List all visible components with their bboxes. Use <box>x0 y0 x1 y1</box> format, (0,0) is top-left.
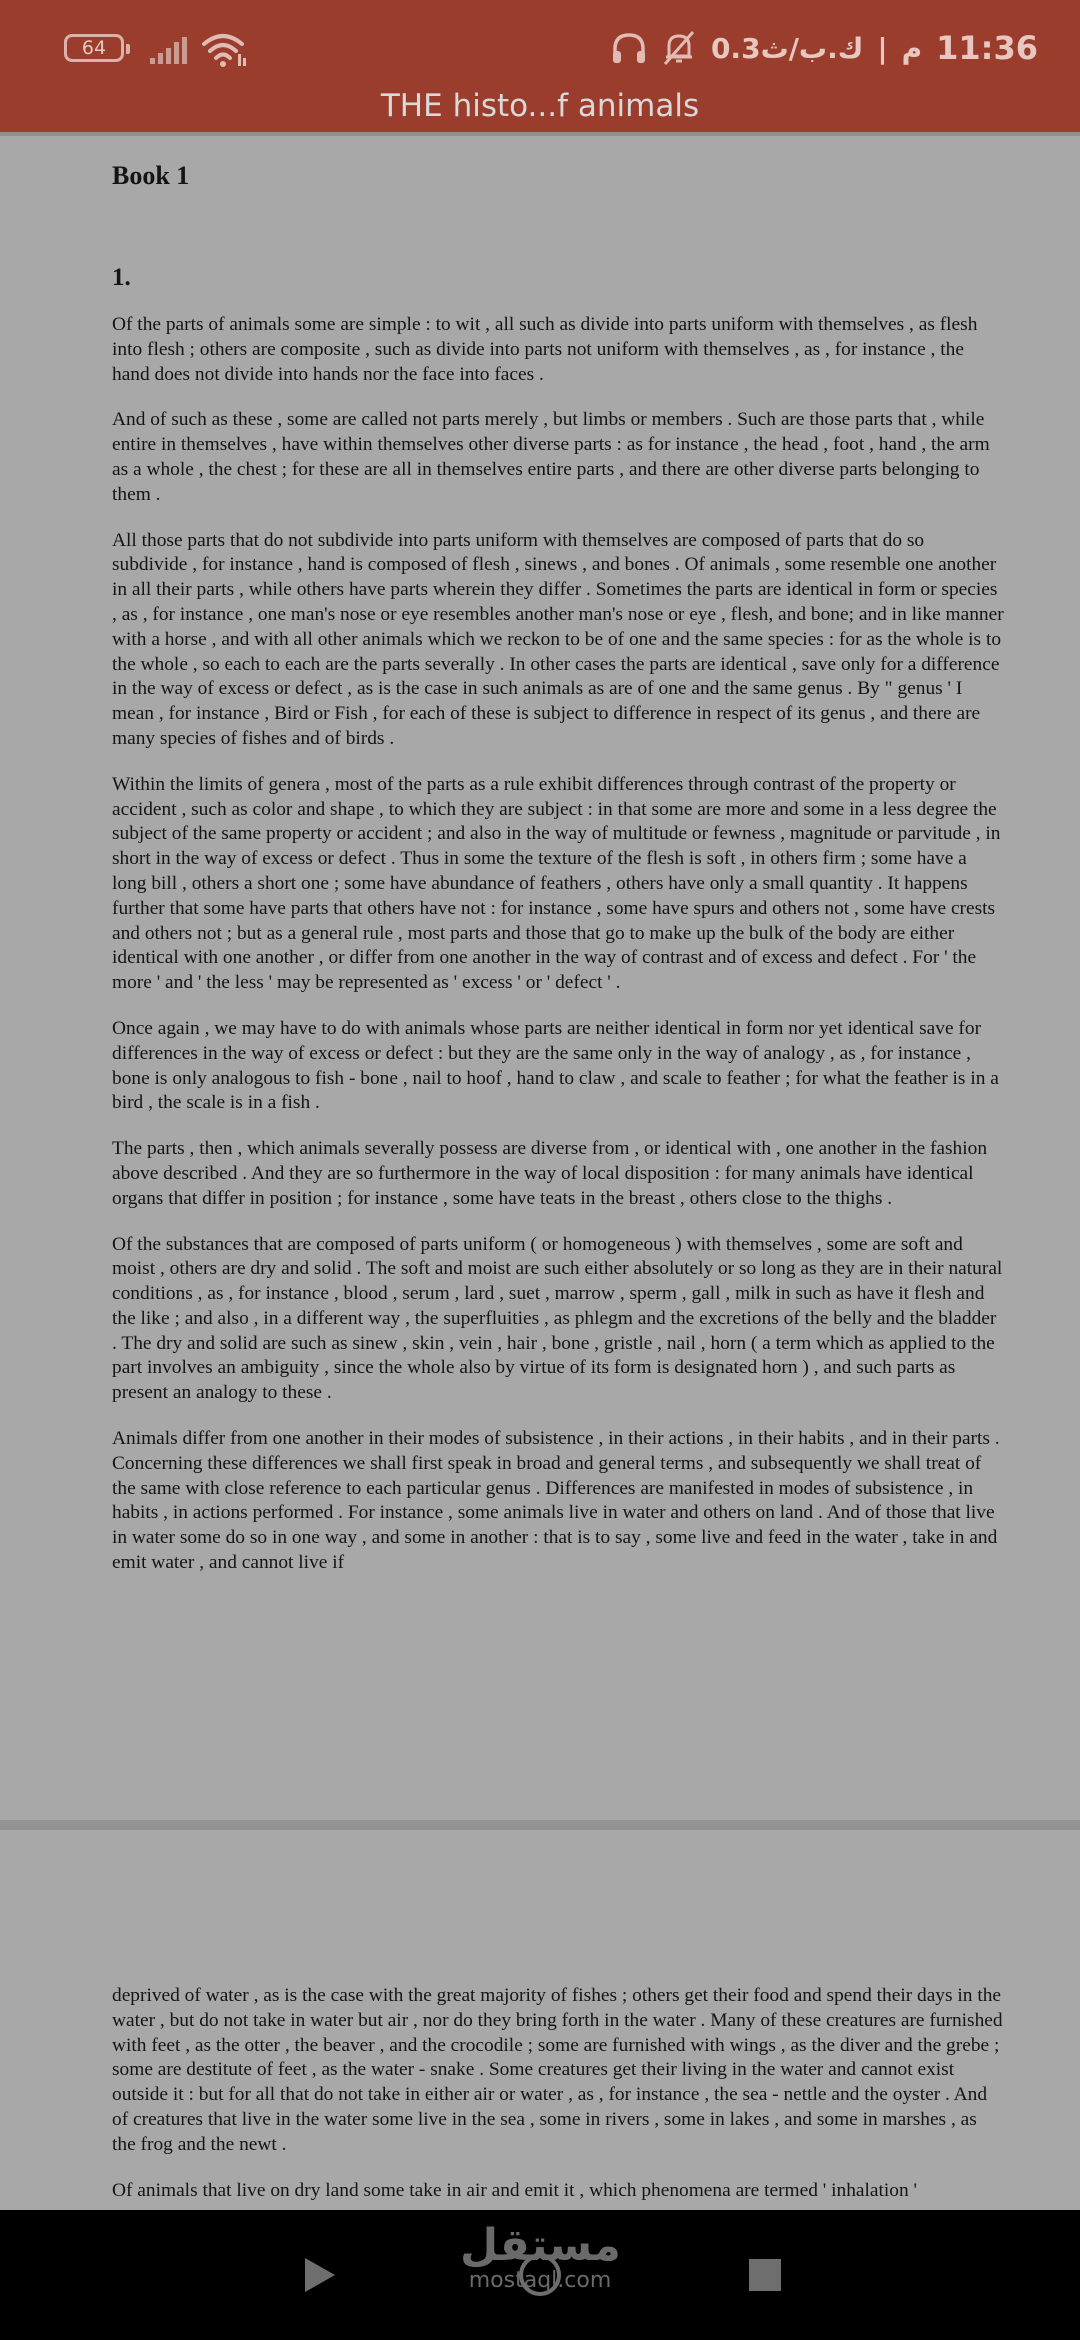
document-page-1[interactable] <box>0 136 1080 1826</box>
paragraph: All those parts that do not subdivide into parts uniform with themselves are composed of parts that do so subdivide , for instance , hand is composed of flesh , sinews , and bones . Of animals , some resemble one another in all their parts , while others have parts wherein they differ . Sometimes the parts are identical in form or species , as , for instance , one man's nose or eye resembles another man's nose or eye , flesh, and bone; and in like manner with a horse , and with all other animals which we reckon to be of one and the same species : for as the whole is to the whole , so each to each are the parts severally . In other cases the parts are identical , save only for a difference in the way of excess or defect , as is the case in such animals as are of one and the same genus . By " genus ' I mean , for instance , Bird or Fish , for each of these is subject to difference in respect of its genus , and there are many species of fishes and of birds . <box>112 529 1004 749</box>
play-icon <box>302 2255 338 2295</box>
stop-button[interactable] <box>705 2210 825 2340</box>
page-2-content <box>112 1984 1004 2203</box>
page-separator <box>0 1820 1080 1830</box>
paragraph: deprived of water , as is the case with the great majority of fishes ; others get their food and spend their days in the water , but do not take in water but air , nor do they bring forth in the water . Many of these creatures are furnished with feet , as the otter , the beaver , and the crocodile ; some are furnished with wings , as the diver and the grebe ; some are destitute of feet , as the water - snake . Some creatures get their living in the water and cannot exist outside it : but for all that do not take in either air or water , as , for instance , the sea - nettle and the oyster . And of creatures that live in the water some live in the sea , some in rivers , some in lakes , and some in marshes , as the frog and the newt . <box>112 1985 1003 2155</box>
paragraph: Of animals that live on dry land some take in air and emit it , which phenomena are termed ' inhalation ' <box>112 2179 917 2201</box>
battery-icon <box>64 34 124 62</box>
page-1-content <box>112 136 1004 1576</box>
paragraph: Once again , we may have to do with animals whose parts are neither identical in form nor yet identical save for differences in the way of excess or defect : but they are the same only in the way of analogy , as , for instance , bone is only analogous to fish - bone , nail to hoof , hand to claw , and scale to feather ; for what the feather is in a bird , the scale is in a fish . <box>112 1017 999 1114</box>
paragraph: Animals differ from one another in their modes of subsistence , in their actions , in their habits , and in their parts . Concerning these differences we shall first speak in broad and general terms , and subsequently we shall treat of the same with close reference to each particular genus . Differences are manifested in modes of subsistence , in habits , in actions performed . For instance , some animals live in water and others on land . And of those that live in water some do so in one way , and some in another : that is to say , some live and feed in the water , take in and emit water , and cannot live if <box>112 1428 1000 1574</box>
signal-icon <box>148 36 188 66</box>
book-title: Book 1 <box>112 161 190 190</box>
meridiem: م <box>901 31 923 65</box>
watermark-arabic: مستقل <box>460 2220 621 2271</box>
battery-level: 64 <box>81 37 107 59</box>
title-bar[interactable] <box>0 84 1080 132</box>
paragraph: The parts , then , which animals severally possess are diverse from , or identical with , one another in the fashion above described . And they are so furthermore in the way of local disposition : for many animals have identical organs that differ in position ; for instance , some have teats in the breast , others close to the thighs . <box>112 1138 988 1209</box>
paragraph: And of such as these , some are called not parts merely , but limbs or members . Such are those parts that , while entire in themselves , have within themselves other diverse parts : as for instance , the head , foot , hand , the arm as a whole , the chest ; for these are all in themselves entire parts , and there are other diverse parts belonging to them . <box>112 409 990 505</box>
network-speed: 0.3ك.ب/ث <box>710 31 864 65</box>
play-button[interactable] <box>260 2210 380 2340</box>
stop-icon <box>747 2257 783 2293</box>
paragraph: Of the parts of animals some are simple : to wit , all such as divide into parts uniform with themselves , as flesh into flesh ; others are composite , such as divide into parts not uniform with themselves , as , for instance , the hand does not divide into hands nor the face into faces . <box>112 314 978 385</box>
watermark-latin: mostaql.com <box>468 2268 612 2293</box>
clock: 11:36 <box>936 29 1038 67</box>
document-page-2[interactable] <box>0 1830 1080 2210</box>
time-separator: | <box>877 31 888 65</box>
wifi-icon <box>200 30 246 70</box>
section-number: 1. <box>112 264 131 291</box>
status-right <box>611 26 1038 70</box>
paragraph: Of the substances that are composed of parts uniform ( or homogeneous ) with themselves , some are soft and moist , others are dry and solid . The soft and moist are such either absolutely or so long as they are in their natural conditions , as , for instance , blood , serum , lard , suet , marrow , sperm , gall , milk in such as have it flesh and the like ; and also , in a different way , the superfluities , as phlegm and the excretions of the belly and the bladder . The dry and solid are such as sinew , skin , vein , hair , bone , gristle , nail , horn ( a term which as applied to the part involves an ambiguity , since the whole also by virtue of its form is designated horn ) , and such parts as present an analogy to these . <box>112 1233 1003 1404</box>
status-bar <box>0 0 1080 84</box>
document-title: THE histo...f animals <box>380 88 700 124</box>
headphones-icon <box>611 31 647 65</box>
watermark-logo <box>460 2222 620 2292</box>
paragraph: Within the limits of genera , most of the parts as a rule exhibit differences through contrast of the property or accident , such as color and shape , to which they are subject : in that some are more and some in a less degree the subject of the same property or accident ; and also in the way of multitude or fewness , magnitude or parvitude , in short in the way of excess or defect . Thus in some the texture of the flesh is soft , in others firm ; some have a long bill , others a short one ; some have abundance of feathers , others have only a small quantity . It happens further that some have parts that others have not : for instance , some have spurs and others not , some have crests and others not ; but as a general rule , most parts and those that go to make up the bulk of the body are either identical with one another , or differ from one another in the way of contrast and of excess and defect . For ' the more ' and ' the less ' may be represented as ' excess ' or ' defect ' . <box>112 773 1001 994</box>
alarm-off-icon <box>661 30 697 66</box>
